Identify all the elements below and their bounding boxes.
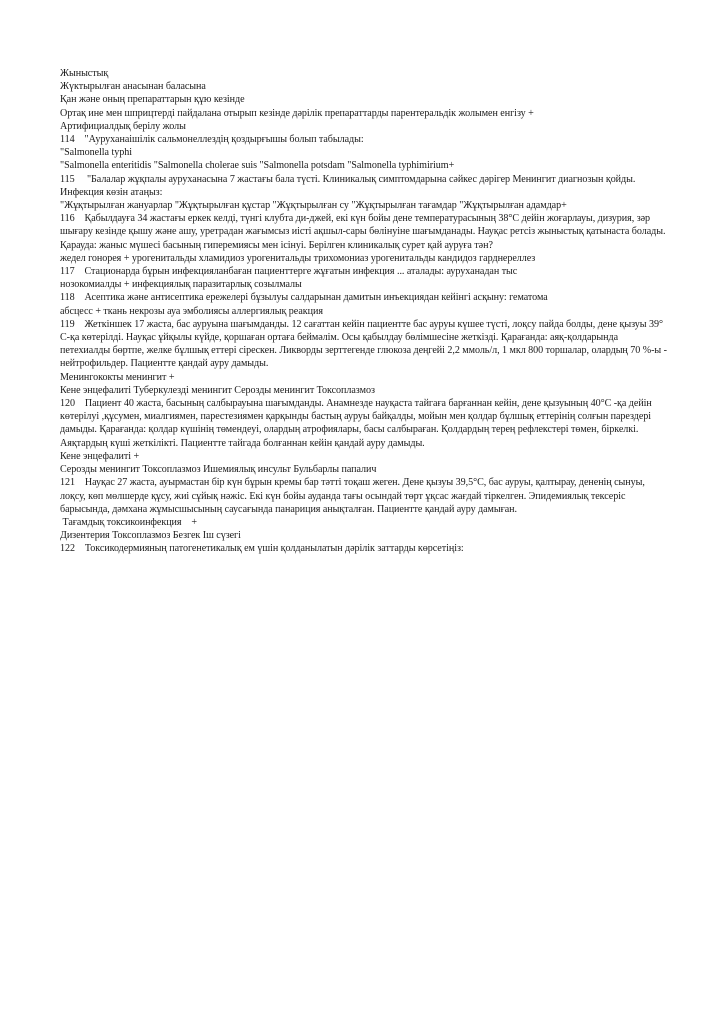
question-120: 120 Пациент 40 жаста, басының салбырауына шағымданды. Анамнезде науқаста тайгаға барғаннан кейін, дене қызуының 40°С -қа дейін көтерілуі ,құсумен, миалгиямен, парестезиямен қарқынды бастың ауруы байқалды, мойын мен қолдар бұлшық еттерінің солғын парездері дамыды. Қарағанда: қолдар күшінің төмендеуі, олардың атрофиялары, басы салбыраған. Қолдардың терең рефлекстері төмен, біркелкі. Аяқтардың күші жеткілікті. Пациентте тайгада болғаннан кейін қандай ауру дамыды. — [60, 398, 655, 449]
answer-options: "Жұқтырылған жануарлар "Жұқтырылған құстар "Жұқтырылған су "Жұқтырылған тағамдар "Жұқтырылған адамдар+ — [60, 200, 567, 212]
text-line: "Salmonella typhi — [60, 147, 132, 159]
answer-options: нозокомиалды + инфекциялық паразитарлық созылмалы — [60, 279, 302, 291]
text-line: Менингококты менингит + — [60, 371, 175, 383]
answer-options: Серозды менингит Токсоплазмоз Ишемиялық инсульт Бульбарлы папалич — [60, 464, 377, 476]
answer-options: Кене энцефалиті Туберкулезді менингит Серозды менингит Токсоплазмоз — [60, 384, 375, 396]
answer-options: "Salmonella enteritidis "Salmonella cholerae suis "Salmonella potsdam "Salmonella typhimirium+ — [60, 160, 455, 172]
answer-options: Дизентерия Токсоплазмоз Безгек Іш сүзегі — [60, 530, 241, 542]
answer-options: жедел гонорея + урогенитальды хламидиоз урогенитальды трихомониаз урогенитальды кандидоз гарднереллез — [60, 252, 536, 264]
text-line: Тағамдық токсикоинфекция + — [60, 516, 198, 528]
question-116: 116 Қабылдауға 34 жастағы еркек келді, түнгі клубта ди-джей, екі күн бойы дене температурасының 38°С дейін жоғарлауы, дизурия, зәр шығару кезінде қышу және ашу, уретрадан жағымсыз иісті ақшыл-сары бөлінуіне шағымданады. Науқас ретсіз жыныстық қатынаста болады. Қарауда: жаныс мүшесі басының гиперемиясы мен ісінуі. Берілген клиникалық сурет қай ауруға тән? — [60, 213, 668, 251]
text-line: Жыныстық — [60, 68, 109, 79]
question-117: 117 Стационарда бұрын инфекцияланбаған пациенттерге жұғатын инфекция ... аталады: ауруханадан тыс — [60, 266, 518, 278]
text-line: Кене энцефалиті + — [60, 450, 140, 462]
text-line: Қан және оның препараттарын құю кезінде — [60, 94, 245, 106]
question-114: 114 "Ауруханаішілік сальмонеллездің қоздырғышы болып табылады: — [60, 134, 364, 146]
question-119: 119 Жеткіншек 17 жаста, бас ауруына шағымданды. 12 сағаттан кейін пациентте бас ауруы күшее түсті, лоқсу пайда болды, дене қызуы 39° С-қа көтерілді. Науқас ұйқылы күйде, қоршаған ортаға беймәлім. Осы қабылдау бөлімшесіне жеткізді. Қарағанда: аяқ-қолдарында петехиалды бөртпе, желке бұлшық еттері сіреcкен. Ликворды зерттегенде глюкоза деңгейі 2,2 ммоль/л, 1 мкл 800 торшалар, олардың 70 %-ы - нейтрофильдер. Пациентте қандай ауру дамыды. — [60, 318, 670, 370]
question-118: 118 Асептика және антисептика ережелері бұзылуы салдарынан дамитын инъекциядан кейінгі асқыну: гематома — [60, 292, 548, 304]
text-line: Артифициалдық берілу жолы — [60, 120, 186, 132]
text-line: Жүктырылған анасынан баласына — [60, 81, 206, 93]
question-121: 121 Науқас 27 жаста, ауырмастан бір күн бұрын кремы бар тәтті тоқаш жеген. Дене қызуы 39,5°С, бас ауруы, қалтырау, дененің сынуы, лоқсу, көп мөлшерде құсу, жиі сұйық нәжіс. Екі күн бойы ауданда тағы осындай төрт ұқсас жағдай тіркелген. Эпидемиялық тексеріс барысында, дәмхана жұмысшысының саусағында панариция анықталған. Пациентте қандай ауру дамыған. — [60, 477, 648, 515]
question-115: 115 "Балалар жұқпалы ауруханасына 7 жастағы бала түсті. Клиникалық симптомдарына сәйкес дәрігер Менингит диагнозын қойды. Инфекция көзін атаңыз: — [60, 173, 638, 198]
document-page — [60, 67, 668, 556]
text-line: Ортақ ине мен шприцтерді пайдалана отырып кезінде дәрілік препараттарды парентеральдік жолымен енгізу + — [60, 107, 534, 119]
answer-options: абсцесс + ткань некрозы ауа эмболиясы аллергиялық реакция — [60, 305, 323, 317]
question-122: 122 Токсикодермияның патогенетикалық ем үшін қолданылатын дәрілік заттарды көрсетіңіз: — [60, 543, 464, 555]
